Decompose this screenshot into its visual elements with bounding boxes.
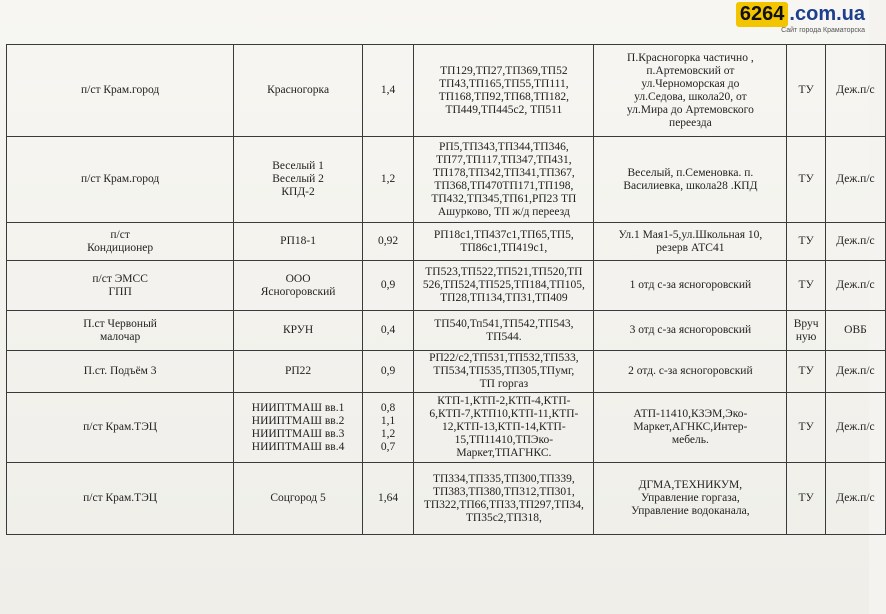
note-cell: Деж.п/с [825,223,885,261]
feeder-cell: РП22 [234,351,363,393]
table-row [7,223,886,261]
note-cell: Деж.п/с [825,261,885,311]
value-cell: 0,9 [362,261,413,311]
status-cell: ТУ [787,463,826,535]
value-cell: 0,92 [362,223,413,261]
substation-cell: п/ст Крам.ТЭЦ [7,463,234,535]
transformers-cell: ТП523,ТП522,ТП521,ТП520,ТП 526,ТП524,ТП525,ТП184,ТП105, ТП28,ТП134,ТП31,ТП409 [414,261,594,311]
feeder-cell: Соцгород 5 [234,463,363,535]
note-cell: ОВБ [825,311,885,351]
logo-domain: .com.ua [789,3,865,25]
area-cell: Ул.1 Мая1-5,ул.Школьная 10, резерв АТС41 [594,223,787,261]
substation-cell: п/ст Крам.город [7,45,234,137]
value-cell: 1,2 [362,137,413,223]
note-cell: Деж.п/с [825,137,885,223]
status-cell: ТУ [787,393,826,463]
outage-schedule-table [6,44,886,535]
value-cell: 1,4 [362,45,413,137]
note-cell: Деж.п/с [825,45,885,137]
transformers-cell: ТП540,Тп541,ТП542,ТП543, ТП544. [414,311,594,351]
status-cell: ТУ [787,351,826,393]
note-cell: Деж.п/с [825,351,885,393]
status-cell: Вруч ную [787,311,826,351]
value-cell: 0,8 1,1 1,2 0,7 [362,393,413,463]
transformers-cell: КТП-1,КТП-2,КТП-4,КТП- 6,КТП-7,КТП10,КТП-11,КТП- 12,КТП-13,КТП-14,КТП- 15,ТП11410,ТПЭко- Маркет,ТПАГНКС. [414,393,594,463]
feeder-cell: Веселый 1 Веселый 2 КПД-2 [234,137,363,223]
value-cell: 1,64 [362,463,413,535]
substation-cell: П.ст Червоный малочар [7,311,234,351]
table-row [7,137,886,223]
substation-cell: п/ст Крам.город [7,137,234,223]
transformers-cell: РП5,ТП343,ТП344,ТП346, ТП77,ТП117,ТП347,ТП431, ТП178,ТП342,ТП341,ТП367, ТП368,ТП470ТП171,ТП198, ТП432,ТП345,ТП61,РП23 ТП Ашурково, ТП ж/д переезд [414,137,594,223]
logo-number: 6264 [736,2,789,27]
area-cell: АТП-11410,КЗЭМ,Эко- Маркет,АГНКС,Интер- мебель. [594,393,787,463]
table-row [7,351,886,393]
note-cell: Деж.п/с [825,393,885,463]
transformers-cell: РП18с1,ТП437с1,ТП65,ТП5, ТП86с1,ТП419с1, [414,223,594,261]
feeder-cell: Красногорка [234,45,363,137]
status-cell: ТУ [787,223,826,261]
feeder-cell: РП18-1 [234,223,363,261]
table-row [7,261,886,311]
transformers-cell: ТП129,ТП27,ТП369,ТП52 ТП43,ТП165,ТП55,ТП111, ТП168,ТП92,ТП68,ТП182, ТП449,ТП445с2, ТП511 [414,45,594,137]
status-cell: ТУ [787,45,826,137]
area-cell: 2 отд. с-за ясногоровский [594,351,787,393]
substation-cell: п/ст ЭМСС ГПП [7,261,234,311]
transformers-cell: РП22/с2,ТП531,ТП532,ТП533, ТП534,ТП535,ТП305,ТПумг, ТП горгаз [414,351,594,393]
status-cell: ТУ [787,261,826,311]
logo-mark [736,2,865,27]
note-cell: Деж.п/с [825,463,885,535]
area-cell: Веселый, п.Семеновка. п. Василиевка, школа28 .КПД [594,137,787,223]
area-cell: 1 отд с-за ясногоровский [594,261,787,311]
table-row [7,45,886,137]
substation-cell: п/ст Крам.ТЭЦ [7,393,234,463]
substation-cell: п/ст Кондиционер [7,223,234,261]
table-row [7,463,886,535]
status-cell: ТУ [787,137,826,223]
feeder-cell: НИИПТМАШ вв.1 НИИПТМАШ вв.2 НИИПТМАШ вв.3 НИИПТМАШ вв.4 [234,393,363,463]
value-cell: 0,9 [362,351,413,393]
table-row [7,393,886,463]
feeder-cell: КРУН [234,311,363,351]
area-cell: П.Красногорка частично , п.Артемовский от ул.Черноморская до ул.Седова, школа20, от ул.Мира до Артемовского переезда [594,45,787,137]
transformers-cell: ТП334,ТП335,ТП300,ТП339, ТП383,ТП380,ТП312,ТП301, ТП322,ТП66,ТП33,ТП297,ТП34, ТП35с2,ТП318, [414,463,594,535]
area-cell: 3 отд с-за ясногоровский [594,311,787,351]
site-logo[interactable] [736,2,865,34]
feeder-cell: ООО Ясногоровский [234,261,363,311]
logo-subtitle: Сайт города Краматорска [781,27,865,34]
value-cell: 0,4 [362,311,413,351]
substation-cell: П.ст. Подъём 3 [7,351,234,393]
area-cell: ДГМА,ТЕХНИКУМ, Управление горгаза, Управление водоканала, [594,463,787,535]
table-row [7,311,886,351]
